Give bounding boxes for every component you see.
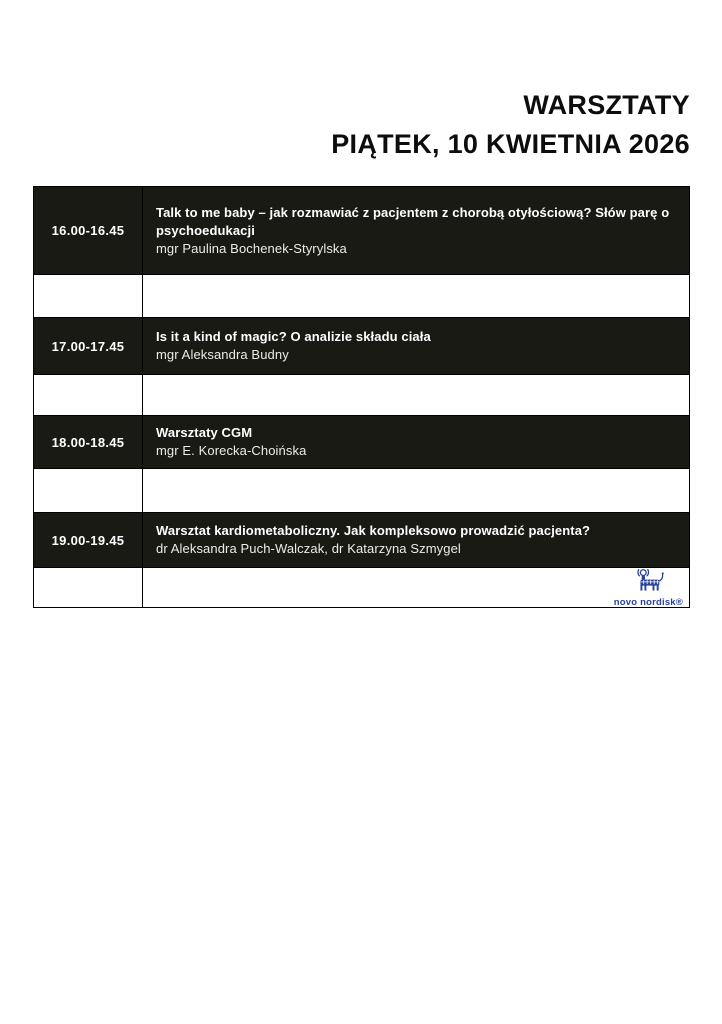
content-cell-logo [142,568,689,607]
session-title: Warsztaty CGM [156,425,253,440]
content-cell-empty [142,469,689,512]
logo-wordmark: novo nordisk® [613,596,683,608]
content-cell [142,187,689,274]
time-cell-empty [34,568,142,607]
table-row-spacer [34,274,689,317]
content-cell [142,416,689,468]
table-row [34,317,689,374]
table-row [34,512,689,567]
page-title-line1: WARSZTATY [523,90,690,120]
content-cell-empty [142,375,689,415]
content-cell [142,318,689,374]
time-cell: 16.00-16.45 [51,223,125,238]
content-cell-empty [142,275,689,317]
session-presenter: mgr E. Korecka-Choińska [156,443,307,458]
time-cell-empty [34,275,142,317]
session-presenter: mgr Aleksandra Budny [156,347,289,362]
page-title-line2: PIĄTEK, 10 KWIETNIA 2026 [331,129,690,159]
table-row [34,415,689,468]
novo-nordisk-logo [614,568,683,608]
time-cell-empty [34,375,142,415]
time-cell: 18.00-18.45 [51,434,125,450]
table-row [34,187,689,274]
content-cell [142,513,689,567]
table-row-spacer [34,468,689,512]
time-cell: 19.00-19.45 [51,532,125,548]
time-cell-empty [34,469,142,512]
session-title: Warsztat kardiometaboliczny. Jak kompleksowo prowadzić pacjenta? [156,523,591,538]
session-title: Is it a kind of magic? O analizie składu ciała [156,329,431,344]
session-presenter: mgr Paulina Bochenek-Styrylska [156,240,347,256]
session-presenter: dr Aleksandra Puch-Walczak, dr Katarzyna Szmygel [156,541,461,556]
schedule-table [33,186,690,608]
time-cell: 17.00-17.45 [51,338,125,354]
page-title [331,86,690,164]
apis-bull-icon [631,568,666,597]
table-row-spacer [34,374,689,415]
session-title: Talk to me baby – jak rozmawiać z pacjentem z chorobą otyłościową? Słów parę o psychoedukacji [156,204,670,238]
table-row-logo [34,567,689,607]
